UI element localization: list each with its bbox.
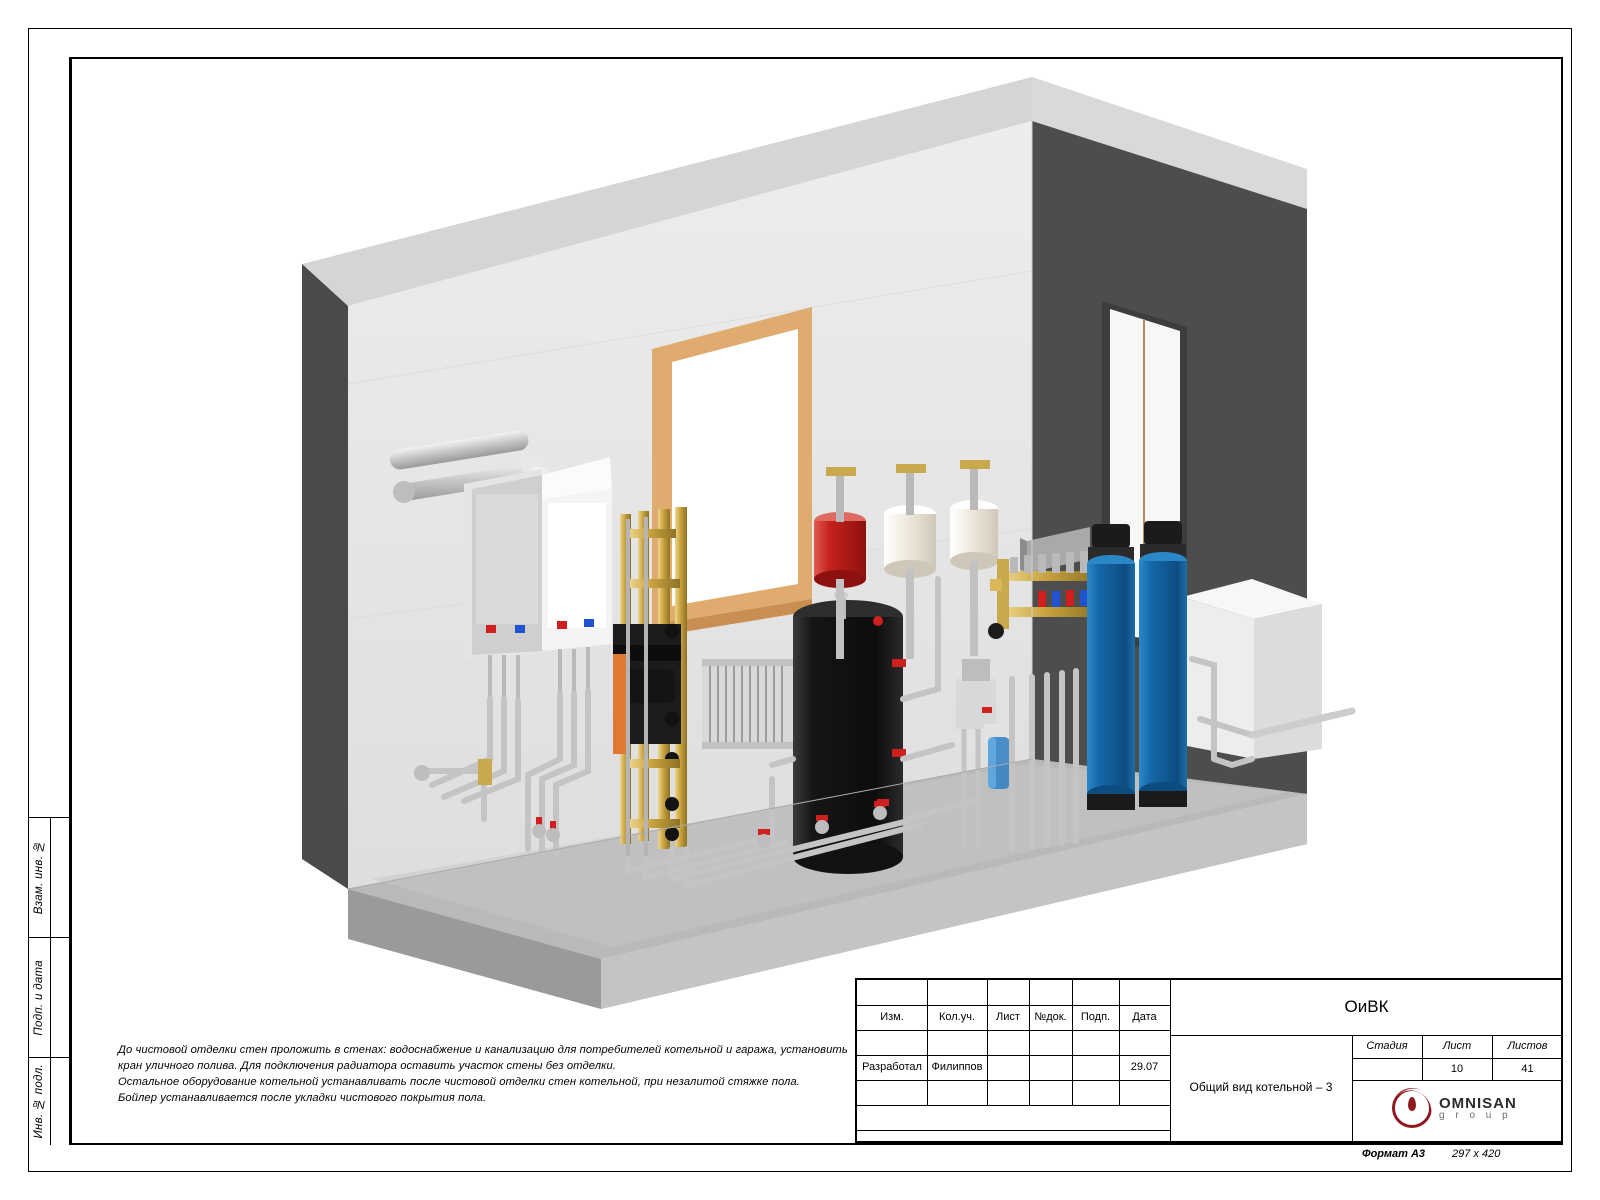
sheet-format-label: Формат А3 <box>1362 1148 1426 1160</box>
col-list: Лист <box>996 1011 1020 1024</box>
softener-column-right <box>1139 521 1187 807</box>
row-date-razrabotal: 29.07 <box>1130 1061 1159 1074</box>
stage-value <box>1352 1058 1422 1080</box>
left-margin-cell-podp <box>28 937 71 1057</box>
stage-header: Стадия <box>1366 1040 1408 1053</box>
row-name-razrabotal: Филиппов <box>931 1061 983 1074</box>
company-logo <box>1392 1088 1517 1128</box>
softener-column-left <box>1087 524 1135 810</box>
col-izm: Изм. <box>880 1011 904 1024</box>
col-ndok: №док. <box>1034 1011 1067 1024</box>
left-margin-label-vzam: Взам. инв. № <box>33 840 45 915</box>
sheets-header: Листов <box>1507 1040 1548 1053</box>
note-line-1: До чистовой отделки стен проложить в стенах: водоснабжение и канализацию для потребителей котельной и гаража, установить <box>118 1044 848 1056</box>
sheet-header: Лист <box>1442 1040 1472 1053</box>
left-margin-label-inv: Инв. № подл. <box>33 1064 45 1139</box>
omnisan-drop-icon <box>1392 1088 1432 1128</box>
project-code: ОиВК <box>1344 997 1389 1017</box>
col-podp: Подп. <box>1080 1011 1111 1024</box>
logo-name: OMNISAN <box>1439 1094 1517 1112</box>
logo-subtitle: g r o u p <box>1439 1109 1512 1121</box>
col-koluch: Кол.уч. <box>938 1011 976 1024</box>
left-margin-cell-inv <box>28 1057 71 1145</box>
title-block <box>855 978 1563 1143</box>
sheets-value: 41 <box>1521 1062 1534 1075</box>
row-role-razrabotal: Разработал <box>862 1061 922 1074</box>
sheet-value: 10 <box>1450 1062 1464 1075</box>
left-margin-column <box>28 57 71 1145</box>
sheet-format-size: 297 х 420 <box>1452 1148 1501 1160</box>
note-line-4: Бойлер устанавливается после укладки чистового покрытия пола. <box>118 1092 487 1104</box>
note-line-2: кран уличного полива. Для подключения радиатора оставить участок стены без отделки. <box>118 1060 617 1072</box>
left-margin-label-podp: Подп. и дата <box>33 959 45 1036</box>
col-data: Дата <box>1132 1011 1157 1024</box>
drawing-title: Общий вид котельной – 3 <box>1189 1080 1333 1095</box>
note-line-3: Остальное оборудование котельной устанавливать после чистовой отделки стен котельной, при незалитой стяжке пола. <box>118 1076 800 1088</box>
general-notes <box>118 1042 848 1106</box>
radiator <box>702 659 794 749</box>
left-margin-cell-vzam <box>28 817 71 937</box>
